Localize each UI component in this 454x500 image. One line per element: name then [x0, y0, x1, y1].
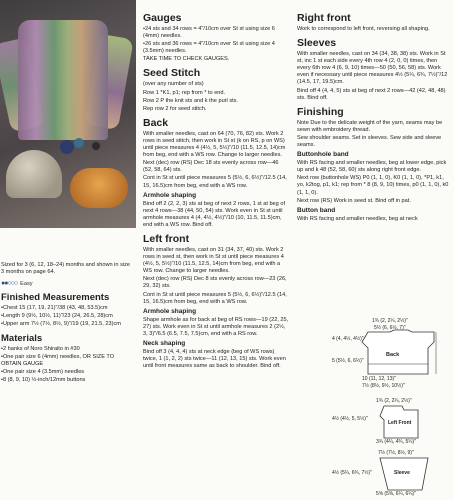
gauges-title: Gauges — [143, 12, 182, 24]
back-top-label2: 5½ (6, 6½, 7)" — [374, 325, 406, 331]
materials-line: •One pair size 6 (4mm) needles, OR SIZE TO OBTAIN GAUGE — [1, 353, 115, 367]
sleeves-line: Bind off 4 (4, 4, 5) sts at beg of next 2 rows—42 (42, 48, 48) sts. Bind off. — [297, 87, 446, 101]
left-front-line: Next (dec) row (RS) Dec 8 sts evenly across row—23 (26, 29, 32) sts. — [143, 276, 287, 290]
sleeve-label: Sleeve — [394, 470, 410, 476]
right-front-line: Work to correspond to left front, reversing all shaping. — [297, 26, 430, 32]
buttonhole-line: Next row (buttonhole WS) P0 (1, 1, 0), K0 (1, 1, 0), *P1, k1, yo, k2tog, p1, k1; rep from * 8 (8, 9, 10) times, p0 (1, 1, 0), k0 (1, 1, 0). — [297, 175, 449, 196]
seed-stitch-line: Row 2 P the knit sts and k the purl sts. — [143, 97, 239, 104]
sized-text: Sized for 3 (6, 12, 18–24) months and shown in size 3 months on page 64. — [1, 262, 131, 276]
back-line: Cont in St st until piece measures 5 (5½, 6, 6½)"/12.5 (14, 15, 16.5)cm from beg, end with a WS row. — [143, 175, 287, 189]
sleeve-schematic — [332, 450, 452, 500]
front-side-label: 4½ (4½, 5, 5½)" — [332, 416, 368, 422]
gauges-line: •24 sts and 34 rows = 4"/10cm over St st using size 6 (4mm) needles. — [143, 26, 275, 40]
yarn-ball — [60, 140, 74, 154]
right-column — [297, 4, 449, 224]
finished-measurements-title: Finished Measurements — [1, 292, 110, 304]
gauges-line: TAKE TIME TO CHECK GAUGES. — [143, 56, 230, 63]
gauges-line: •26 sts and 36 rows = 4"/10cm over St st using size 4 (3.5mm) needles. — [143, 41, 275, 55]
skill-dots: ●●○○○ — [1, 280, 18, 288]
right-front-title: Right front — [297, 12, 351, 24]
left-front-title: Left front — [143, 232, 190, 245]
front-top-label: 1¾ (2, 2¼, 2½)" — [376, 398, 412, 404]
button-band-line: With RS facing and smaller needles, beg at neck — [297, 215, 418, 222]
button-band-title: Button band — [297, 206, 336, 214]
yarn-ball — [92, 142, 100, 150]
front-schematic — [332, 398, 452, 446]
buttonhole-band-title: Buttonhole band — [297, 151, 349, 159]
finishing-title: Finishing — [297, 105, 344, 118]
left-front-armhole-title: Armhole shaping — [143, 307, 197, 315]
materials-title: Materials — [1, 332, 43, 344]
sweater-photo — [0, 0, 136, 228]
materials-line: •8 (8, 9, 10) ½-inch/12mm buttons — [1, 376, 86, 383]
seed-stitch-title: Seed Stitch — [143, 67, 201, 80]
back-armhole-line: Bind off 2 (2, 2, 3) sts at beg of next 2 rows, 1 st at beg of next 4 rows—38 (44, 50, 54) sts. Work even in St st until armhole measures 4 (4, 4½, 4½)"/10 (10, 11.5, 11.5)cm, end with a WS row. Bind off. — [143, 200, 285, 228]
seed-stitch-line: Row 1 *K1, p1; rep from * to end. — [143, 89, 226, 96]
back-armhole-title: Armhole shaping — [143, 191, 197, 199]
back-label: Back — [386, 352, 400, 358]
materials-line: •One pair size 4 (3.5mm) needles — [1, 368, 85, 375]
left-front-line: Cont in St st until piece measures 5 (5½, 6, 6½)"/12.5 (14, 15, 16.5)cm from beg, end with a WS row. — [143, 291, 287, 305]
back-height-label: 4 (4, 4½, 4½)" — [332, 336, 364, 342]
toy-animal — [70, 168, 128, 208]
sweater-body — [18, 20, 108, 140]
sleeve-side-label: 4½ (5¼, 6¾, 7½)" — [332, 470, 372, 476]
sleeve-top-label: 7½ (7½, 8½, 9)" — [378, 450, 414, 456]
back-top-label: 1¾ (2, 2¼, 2½)" — [372, 318, 408, 324]
yarn-ball — [74, 138, 84, 148]
back-schematic — [332, 318, 452, 390]
left-front-neck-line: Bind off 3 (4, 4, 4) sts at neck edge (beg of WS rows) twice, 1 (1, 2, 2) sts twice—11 (12, 13, 15) sts. Work even until front measures same as back to shoulder. Bind off. — [143, 349, 286, 370]
front-bottom-label: 3¾ (4¼, 4¾, 5¼)" — [376, 439, 416, 445]
knit-hat — [6, 150, 62, 198]
buttonhole-line: With RS facing and smaller needles, beg at lower edge, pick up and k 48 (52, 58, 60) sts along right front edge. — [297, 160, 447, 174]
finishing-line: Note Due to the delicate weight of the yarn, seams may be sewn with embroidery thread. — [297, 119, 443, 133]
seed-stitch-line: Rep row 2 for seed stitch. — [143, 105, 207, 112]
seed-stitch-line: (over any number of sts) — [143, 81, 204, 88]
back-line: Next (dec) row (RS) Dec 18 sts evenly across row—46 (52, 58, 64) sts. — [143, 160, 279, 174]
front-label: Left Front — [388, 420, 412, 426]
back-title: Back — [143, 116, 169, 129]
middle-column — [143, 4, 289, 371]
left-front-line: With smaller needles, cast on 31 (34, 37, 40) sts. Work 2 rows in seed st, then work in St st until piece measures 4 (4½, 5, 5½)"/10 (11.5, 12.5, 14)cm from beg, end with a WS row. Change to larger needles. — [143, 246, 284, 275]
materials-line: •2 hanks of Noro Shiraito in #30 — [1, 345, 80, 352]
left-front-armhole-line: Shape armhole as for back at beg of RS rows—19 (22, 25, 27) sts. Work even in St st until armhole measures 2 (2½, 3, 3)"/6.5 (6.5, 7.5, 7.5)cm, end with a RS row. — [143, 316, 289, 337]
sleeves-line: With smaller needles, cast on 34 (34, 38, 38) sts. Work in St st, inc 1 st each side every 4th row 4 (2, 0, 0) times, then every 6th row 4 (6, 9, 10) times—50 (50, 56, 58) sts. Work even if necessary until piece measures 4½ (5¼, 6¾, 7½)"/12 (14.5, 17, 19.5)cm. — [297, 51, 448, 86]
left-front-neck-title: Neck shaping — [143, 340, 186, 347]
skill-level — [1, 280, 134, 288]
back-line: With smaller needles, cast on 64 (70, 76, 82) sts. Work 2 rows in seed stitch, then work in St st (k on RS, p on WS) until piece measures 4 (4½, 5, 5½)"/10 (11.5, 12.5, 14)cm from beg, end with a WS row. Change to larger needles. — [143, 130, 286, 159]
back-bottom-label2: 7½ (8½, 9½, 10½)" — [362, 383, 405, 389]
buttonhole-line: Next row (RS) Work in seed st. Bind off in pat. — [297, 197, 411, 204]
back-side-label: 5 (5½, 6, 6½)" — [332, 358, 364, 364]
sleeve-bottom-label: 5⅝ (5⅝, 6¼, 6¼)" — [376, 491, 416, 497]
finishing-line: Sew shoulder seams. Set in sleeves. Sew side and sleeve seams. — [297, 134, 442, 149]
sleeves-title: Sleeves — [297, 37, 337, 50]
skill-label: Easy — [20, 281, 33, 288]
finished-line: •Upper arm 7½ (7½, 8½, 9)"/19 (19, 21.5, 23)cm — [1, 321, 121, 328]
finished-line: •Length 9 (9½, 10½, 11)"/23 (24, 26.5, 28)cm — [1, 313, 113, 320]
back-bottom-label: 10 (11, 12, 13)" — [362, 376, 396, 382]
finished-line: •Chest 15 (17, 19, 21)"/38 (43, 48, 53.5)cm — [1, 305, 108, 312]
left-column — [1, 262, 134, 385]
